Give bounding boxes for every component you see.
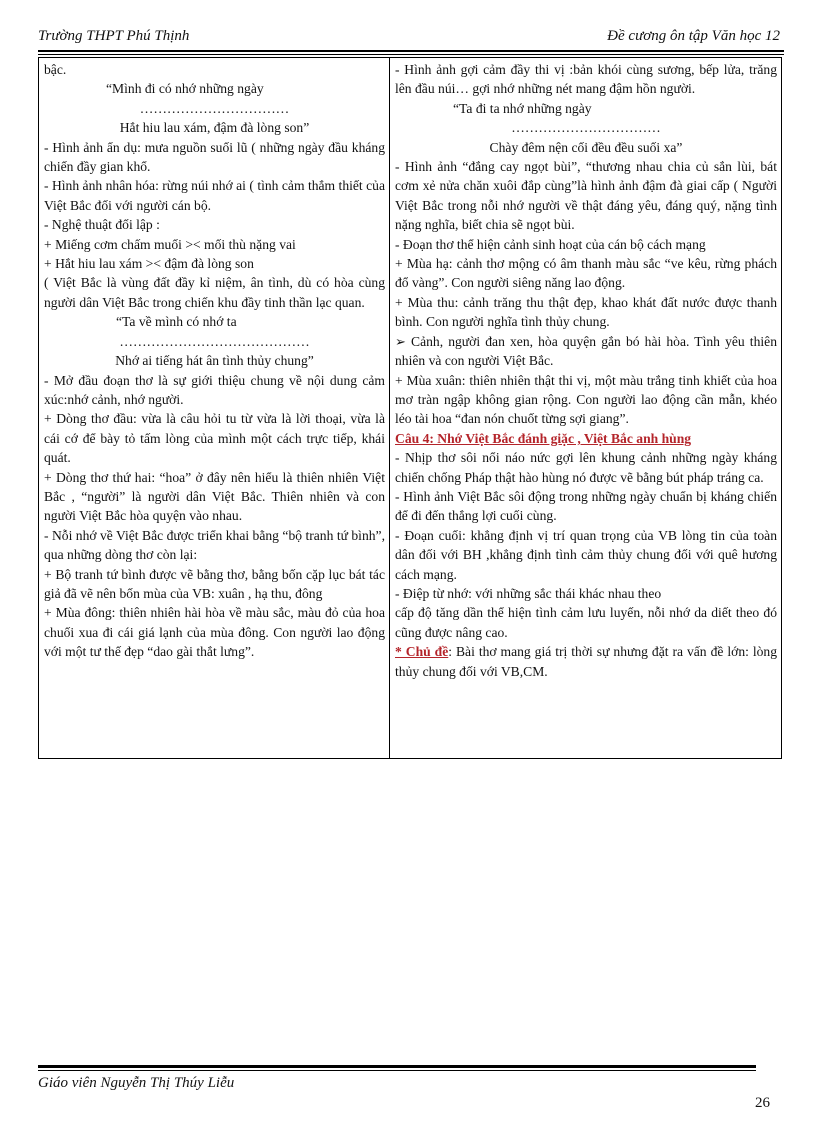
footer-rule-thick [38,1065,756,1068]
paragraph: - Hình ảnh nhân hóa: rừng núi nhớ ai ( tình cảm thắm thiết của Việt Bắc đối với người cán bộ. [44,178,385,213]
footer-rule-thin [38,1070,756,1071]
content-table [38,57,782,759]
paragraph: …………………………… [511,120,661,136]
arrow-item: ➢ Cảnh, người đan xen, hòa quyện gắn bó hài hòa. Tình yêu thiên nhiên và con người Việt Bắc. [395,333,777,369]
header-rule-thick [38,50,784,52]
paragraph: Nhớ ai tiếng hát ân tình thủy chung” [115,353,314,369]
paragraph: + Mùa đông: thiên nhiên hài hòa về màu sắc, màu đỏ của hoa chuối xua đi cái giá lạnh của mùa đông. Con người lao động với một tư thế đẹp “dao gài thắt lưng”. [44,605,385,660]
paragraph: + Bộ tranh tứ bình được vẽ bằng thơ, bằng bốn cặp lục bát tác giả đã vẽ nên bốn mùa của VB: xuân , hạ thu, đông [44,566,385,601]
left-column [39,58,390,758]
right-column [390,58,781,758]
paragraph: ( Việt Bắc là vùng đất đầy kỉ niệm, ân tình, dù có hòa cùng người dân Việt Bắc trong chiến khu đầy tinh thần lạc quan. [44,275,385,310]
section-heading: Câu 4: Nhớ Việt Bắc đánh giặc , Việt Bắc anh hùng [395,430,692,446]
paragraph: …………………………… [139,100,290,116]
paragraph: - Hình ảnh ẩn dụ: mưa nguồn suối lũ ( những ngày đầu kháng chiến đầy gian khổ. [44,139,385,175]
right-block-b [395,371,777,429]
page-number: 26 [755,1095,770,1111]
right-block-c [395,448,777,642]
paragraph: Hắt hiu lau xám, đậm đà lòng son” [119,120,310,136]
paragraph: …………………………………… [119,333,310,349]
paragraph: - Nhịp thơ sôi nổi náo nức gợi lên khung cảnh những ngày kháng chiến chống Pháp thật hào hùng nó được vẽ bằng bút pháp tráng ca. [395,450,777,485]
paragraph: + Mùa hạ: cảnh thơ mộng có âm thanh màu sắc “ve kêu, rừng phách đổ vàng”. Con người siêng năng lao động. [395,256,777,291]
paragraph: - Hình ảnh Việt Bắc sôi động trong những ngày chuẩn bị kháng chiến để đi đến thắng lợi cuối cùng. [395,488,777,524]
paragraph: - Đoạn thơ thể hiện cảnh sinh hoạt của cán bộ cách mạng [395,236,706,252]
theme-label: * Chủ đề [395,644,449,660]
paragraph: - Đoạn cuối: khẳng định vị trí quan trọng của VB lòng tin của toàn dân đối với BH ,khẳng định tình cảm thủy chung đối với quê hương cách mạng. [395,527,777,582]
paragraph: bậc. [44,62,67,77]
paragraph: - Nghệ thuật đối lập : [44,217,160,233]
paragraph: + Mùa thu: cảnh trăng thu thật đẹp, khao khát đất nước được thanh bình. Con người nghĩa tình thủy chung. [395,294,777,330]
right-block-a [395,60,777,332]
theme-text: : Bài thơ mang giá trị thời sự nhưng đặt ra vấn đề lớn: lòng thủy chung đối với VB,CM. [395,644,778,679]
paragraph: “Ta đi ta nhớ những ngày [453,100,592,116]
theme-paragraph [395,642,777,681]
paragraph: - Nỗi nhớ về Việt Bắc được triển khai bằng “bộ tranh tứ bình”, qua những dòng thơ còn lại: [44,527,385,563]
paragraph: + Dòng thơ đầu: vừa là câu hỏi tu từ vừa là lời thoại, vừa là cái cớ để bày tỏ tấm lòng của mình một cách trực tiếp, khái quát. [44,411,385,466]
paragraph: - Hình ảnh “đắng cay ngọt bùi”, “thương nhau chia củ sắn lùi, bát cơm xẻ nửa chăn xuôi đắp cùng”là hình ảnh đậm đà giai cấp ( Người Việt Bắc trong nỗi nhớ người về thật đáng yêu, đáng quý, nặng tình nặng nghĩa, biết chia sẽ ngọt bùi. [395,159,777,233]
school-name: Trường THPT Phú Thịnh [38,28,190,44]
paragraph: + Miếng cơm chấm muối >< mối thù nặng vai [44,236,296,252]
paragraph: + Dòng thơ thứ hai: “hoa” ở đây nên hiểu là thiên nhiên Việt Bắc , “người” là người dân Việt Bắc. Thiên nhiên và con người Việt Bắc hòa quyện vào nhau. [44,469,385,524]
paragraph: - Mở đầu đoạn thơ là sự giới thiệu chung về nội dung cảm xúc:nhớ cảnh, nhớ người. [44,372,385,407]
paragraph: Chày đêm nện cối đều đều suối xa” [489,139,683,155]
paragraph: - Hình ảnh gợi cảm đầy thi vị :bản khói cùng sương, bếp lửa, trăng lên đầu núi… gợi nhớ những nét mang đậm hồn người. [395,62,777,97]
header-rule-thin [38,54,784,55]
page-header [38,28,780,50]
paragraph: “Mình đi có nhớ những ngày [106,81,264,97]
arrowhead-bullet-icon: ➢ [395,333,406,349]
document-title: Đề cương ôn tập Văn học 12 [607,28,780,44]
paragraph: - Điệp từ nhớ: với những sắc thái khác nhau theo [395,585,662,601]
paragraph: “Ta về mình có nhớ ta [116,314,237,330]
paragraph: cấp độ tăng dần thể hiện tình cảm lưu luyến, nỗi nhớ da diết theo đó cũng được nâng cao. [395,605,777,640]
paragraph: + Mùa xuân: thiên nhiên thật thi vị, một màu trắng tinh khiết của hoa mơ tràn ngập không gian rộng. Con người lao động cần mẫn, khéo léo tài hoa “đan nón chuốt từng sợi giang”. [395,372,777,427]
paragraph: + Hắt hiu lau xám >< đậm đà lòng son [44,256,254,272]
teacher-name: Giáo viên Nguyễn Thị Thúy Liễu [38,1075,235,1091]
